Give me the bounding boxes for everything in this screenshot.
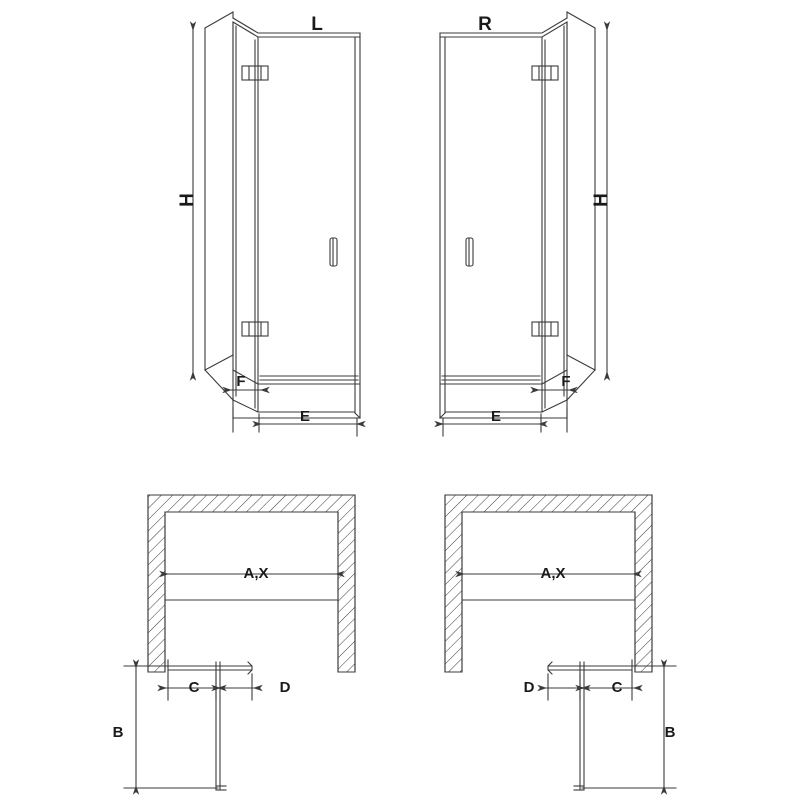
label-e-left: E — [299, 408, 311, 425]
dimension-b-right — [582, 666, 676, 788]
label-e-right: E — [490, 408, 502, 425]
label-height-right: H — [591, 193, 612, 207]
dimension-d-right — [546, 674, 582, 700]
label-c-right: C — [611, 679, 623, 696]
label-hand-left: L — [311, 14, 323, 35]
label-d-left: D — [279, 679, 291, 696]
plan-left-view — [148, 495, 355, 790]
elevation-right-view — [440, 12, 595, 418]
label-hand-right: R — [478, 14, 492, 35]
label-d-right: D — [523, 679, 535, 696]
label-f-left: F — [236, 373, 246, 390]
plan-right-view — [445, 495, 652, 790]
elevation-left-view — [205, 12, 360, 418]
label-height-left: H — [177, 193, 198, 207]
label-b-right: B — [664, 724, 676, 741]
dimension-b-left — [124, 666, 218, 788]
door-handle-left — [330, 238, 337, 266]
door-handle-right — [466, 238, 473, 266]
label-f-right: F — [561, 373, 571, 390]
label-ax-right: A,X — [540, 565, 566, 582]
label-b-left: B — [112, 724, 124, 741]
label-ax-left: A,X — [243, 565, 269, 582]
dimension-d-left — [220, 674, 254, 700]
label-c-left: C — [188, 679, 200, 696]
